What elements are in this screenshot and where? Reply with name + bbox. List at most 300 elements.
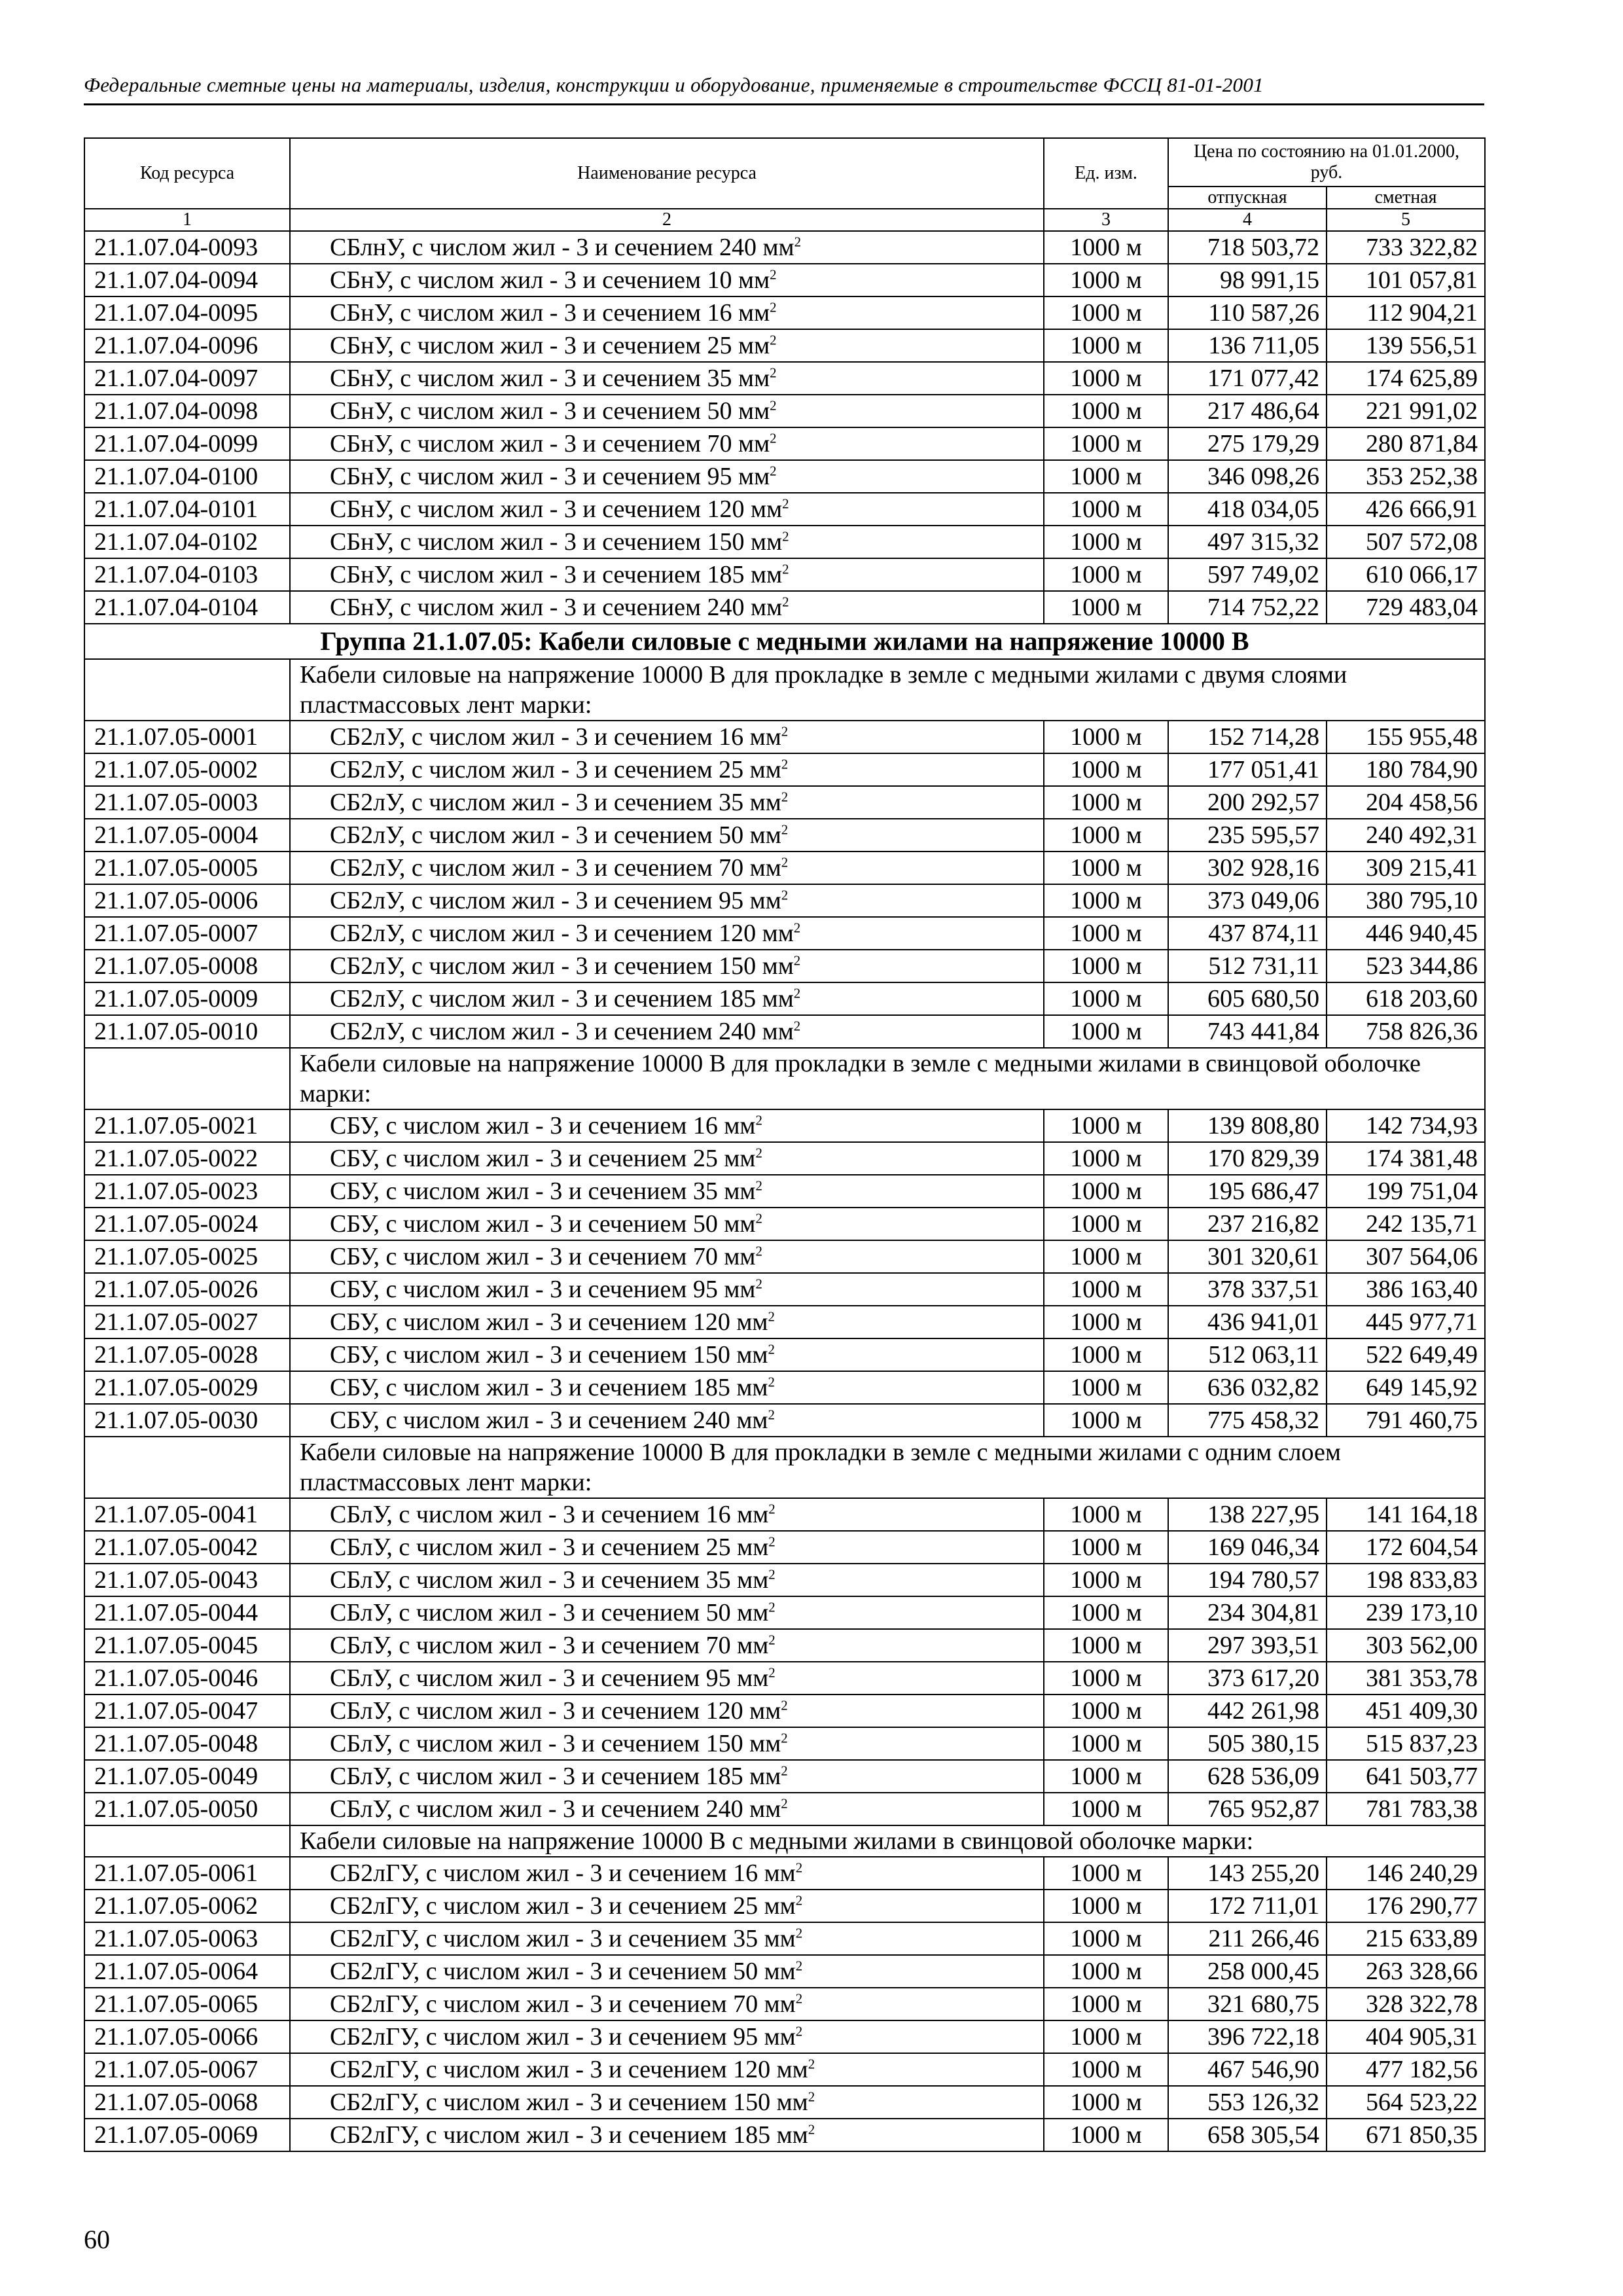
resource-name-cell: [290, 1793, 1044, 1825]
resource-code-cell: 21.1.07.04-0101: [84, 493, 290, 526]
resource-name-text: СБ2лГУ, с числом жил - 3 и сечением 25 мм: [330, 1892, 796, 1920]
table-row: [84, 1371, 1485, 1404]
resource-code-cell: 21.1.07.05-0042: [84, 1531, 290, 1564]
estimate-price-cell: 263 328,66: [1327, 1955, 1485, 1988]
unit-cell: 1000 м: [1044, 264, 1168, 296]
unit-cell: 1000 м: [1044, 2086, 1168, 2119]
resource-name-text: СБУ, с числом жил - 3 и сечением 35 мм: [330, 1177, 756, 1205]
unit-cell: 1000 м: [1044, 395, 1168, 427]
table-row: [84, 1662, 1485, 1695]
unit-superscript: 2: [768, 1407, 775, 1423]
resource-name-text: СБлУ, с числом жил - 3 и сечением 240 мм: [330, 1795, 781, 1823]
resource-code-cell: 21.1.07.05-0002: [84, 753, 290, 786]
unit-cell: 1000 м: [1044, 427, 1168, 460]
unit-superscript: 2: [781, 1763, 788, 1779]
resource-name-text: СБ2лУ, с числом жил - 3 и сечением 50 мм: [330, 821, 781, 849]
unit-cell: 1000 м: [1044, 884, 1168, 917]
unit-superscript: 2: [768, 1599, 776, 1615]
resource-name-cell: [290, 526, 1044, 558]
resource-code-cell: 21.1.07.05-0047: [84, 1695, 290, 1727]
unit-superscript: 2: [768, 1308, 775, 1325]
unit-cell: 1000 м: [1044, 1793, 1168, 1825]
estimate-price-cell: 112 904,21: [1327, 296, 1485, 329]
unit-superscript: 2: [793, 985, 801, 1001]
unit-superscript: 2: [770, 266, 777, 283]
resource-name-cell: [290, 1338, 1044, 1371]
resource-name-text: СБлУ, с числом жил - 3 и сечением 70 мм: [330, 1632, 769, 1659]
table-row: [84, 1175, 1485, 1208]
unit-superscript: 2: [755, 1177, 762, 1194]
unit-superscript: 2: [808, 2121, 815, 2138]
unit-superscript: 2: [781, 1795, 788, 1812]
table-row: [84, 1727, 1485, 1760]
table-row: [84, 526, 1485, 558]
page-header: Федеральные сметные цены на материалы, изделия, конструкции и оборудование, применяемые в строительстве ФССЦ 81-01-2001: [84, 73, 1264, 96]
table-row: [84, 1240, 1485, 1273]
unit-cell: 1000 м: [1044, 917, 1168, 950]
resource-code-cell: 21.1.07.05-0027: [84, 1306, 290, 1338]
resource-name-cell: [290, 852, 1044, 884]
unit-cell: 1000 м: [1044, 1629, 1168, 1662]
release-price-cell: 396 722,18: [1168, 2020, 1327, 2053]
release-price-cell: 234 304,81: [1168, 1596, 1327, 1629]
resource-name-cell: [290, 884, 1044, 917]
resource-name-text: СБлУ, с числом жил - 3 и сечением 150 мм: [330, 1730, 781, 1757]
resource-code-cell: 21.1.07.05-0049: [84, 1760, 290, 1793]
release-price-cell: 143 255,20: [1168, 1857, 1327, 1890]
release-price-cell: 714 752,22: [1168, 591, 1327, 624]
unit-cell: 1000 м: [1044, 1240, 1168, 1273]
table-row: [84, 2053, 1485, 2086]
resource-name-cell: [290, 2053, 1044, 2086]
unit-superscript: 2: [755, 1276, 762, 1292]
unit-superscript: 2: [770, 365, 777, 381]
unit-cell: 1000 м: [1044, 591, 1168, 624]
estimate-price-cell: 155 955,48: [1327, 721, 1485, 753]
estimate-price-cell: 649 145,92: [1327, 1371, 1485, 1404]
estimate-price-cell: 507 572,08: [1327, 526, 1485, 558]
resource-name-text: СБнУ, с числом жил - 3 и сечением 240 мм: [330, 594, 783, 621]
table-row: [84, 1988, 1485, 2020]
estimate-price-cell: 307 564,06: [1327, 1240, 1485, 1273]
table-row: [84, 591, 1485, 624]
estimate-price-cell: 176 290,77: [1327, 1890, 1485, 1922]
resource-name-cell: [290, 264, 1044, 296]
unit-superscript: 2: [808, 2056, 815, 2072]
table-row: [84, 460, 1485, 493]
table-row: [84, 493, 1485, 526]
resource-name-text: СБнУ, с числом жил - 3 и сечением 35 мм: [330, 365, 770, 392]
resource-name-cell: [290, 1371, 1044, 1404]
resource-name-text: СБУ, с числом жил - 3 и сечением 95 мм: [330, 1276, 756, 1303]
resource-code-cell: 21.1.07.05-0030: [84, 1404, 290, 1437]
resource-code-cell: 21.1.07.05-0029: [84, 1371, 290, 1404]
resource-name-cell: [290, 721, 1044, 753]
release-price-cell: 775 458,32: [1168, 1404, 1327, 1437]
resource-name-text: СБУ, с числом жил - 3 и сечением 50 мм: [330, 1210, 756, 1238]
resource-name-text: СБ2лУ, с числом жил - 3 и сечением 25 мм: [330, 756, 781, 783]
unit-cell: 1000 м: [1044, 1955, 1168, 1988]
resource-name-text: СБ2лУ, с числом жил - 3 и сечением 95 мм: [330, 887, 781, 914]
resource-code-cell: 21.1.07.05-0063: [84, 1922, 290, 1955]
estimate-price-cell: 139 556,51: [1327, 329, 1485, 362]
unit-superscript: 2: [782, 495, 789, 512]
resource-code-cell: 21.1.07.04-0103: [84, 558, 290, 591]
unit-cell: 1000 м: [1044, 1760, 1168, 1793]
col-number: 3: [1044, 209, 1168, 231]
resource-name-text: СБлУ, с числом жил - 3 и сечением 50 мм: [330, 1599, 769, 1626]
col-header-release: отпускная: [1168, 187, 1327, 209]
resource-code-cell: 21.1.07.04-0102: [84, 526, 290, 558]
resource-name-cell: [290, 296, 1044, 329]
table-row: [84, 1695, 1485, 1727]
unit-cell: 1000 м: [1044, 1498, 1168, 1531]
resource-code-cell: 21.1.07.05-0022: [84, 1142, 290, 1175]
unit-cell: 1000 м: [1044, 1273, 1168, 1306]
unit-superscript: 2: [781, 789, 789, 805]
unit-superscript: 2: [782, 594, 789, 610]
unit-superscript: 2: [770, 299, 777, 315]
table-row: [84, 1596, 1485, 1629]
unit-cell: 1000 м: [1044, 721, 1168, 753]
estimate-price-cell: 204 458,56: [1327, 786, 1485, 819]
resource-name-text: СБ2лУ, с числом жил - 3 и сечением 35 мм: [330, 789, 781, 816]
release-price-cell: 237 216,82: [1168, 1208, 1327, 1240]
resource-code-cell: 21.1.07.05-0025: [84, 1240, 290, 1273]
unit-superscript: 2: [781, 854, 789, 870]
resource-name-cell: [290, 1955, 1044, 1988]
release-price-cell: 195 686,47: [1168, 1175, 1327, 1208]
group-title: Группа 21.1.07.05: Кабели силовые с медными жилами на напряжение 10000 В: [84, 624, 1485, 659]
unit-cell: 1000 м: [1044, 2119, 1168, 2151]
table-row: [84, 1857, 1485, 1890]
estimate-price-cell: 199 751,04: [1327, 1175, 1485, 1208]
estimate-price-cell: 380 795,10: [1327, 884, 1485, 917]
estimate-price-cell: 451 409,30: [1327, 1695, 1485, 1727]
table-row: [84, 721, 1485, 753]
release-price-cell: 302 928,16: [1168, 852, 1327, 884]
resource-code-cell: 21.1.07.05-0024: [84, 1208, 290, 1240]
estimate-price-cell: 610 066,17: [1327, 558, 1485, 591]
unit-cell: 1000 м: [1044, 2020, 1168, 2053]
unit-cell: 1000 м: [1044, 1371, 1168, 1404]
unit-cell: 1000 м: [1044, 493, 1168, 526]
unit-cell: 1000 м: [1044, 1890, 1168, 1922]
resource-name-cell: [290, 1498, 1044, 1531]
resource-code-cell: 21.1.07.05-0010: [84, 1015, 290, 1048]
unit-cell: 1000 м: [1044, 950, 1168, 982]
table-row: [84, 558, 1485, 591]
unit-superscript: 2: [755, 1145, 762, 1161]
release-price-cell: 437 874,11: [1168, 917, 1327, 950]
unit-superscript: 2: [755, 1210, 762, 1227]
resource-name-text: СБлУ, с числом жил - 3 и сечением 120 мм: [330, 1697, 781, 1725]
release-price-cell: 658 305,54: [1168, 2119, 1327, 2151]
resource-name-cell: [290, 2086, 1044, 2119]
unit-superscript: 2: [795, 2023, 803, 2039]
col-number: 2: [290, 209, 1044, 231]
unit-superscript: 2: [795, 1859, 803, 1876]
subgroup-code-cell: [84, 1437, 290, 1498]
resource-code-cell: 21.1.07.05-0064: [84, 1955, 290, 1988]
resource-name-cell: [290, 1531, 1044, 1564]
resource-name-cell: [290, 395, 1044, 427]
table-row: [84, 231, 1485, 264]
release-price-cell: 467 546,90: [1168, 2053, 1327, 2086]
release-price-cell: 301 320,61: [1168, 1240, 1327, 1273]
release-price-cell: 436 941,01: [1168, 1306, 1327, 1338]
unit-cell: 1000 м: [1044, 1922, 1168, 1955]
release-price-cell: 152 714,28: [1168, 721, 1327, 753]
resource-code-cell: 21.1.07.05-0043: [84, 1564, 290, 1596]
subgroup-description: Кабели силовые на напряжение 10000 В с медными жилами в свинцовой оболочке марки:: [290, 1825, 1485, 1857]
release-price-cell: 177 051,41: [1168, 753, 1327, 786]
unit-cell: 1000 м: [1044, 1015, 1168, 1048]
resource-code-cell: 21.1.07.05-0021: [84, 1109, 290, 1142]
resource-code-cell: 21.1.07.05-0044: [84, 1596, 290, 1629]
release-price-cell: 718 503,72: [1168, 231, 1327, 264]
table-row: [84, 1498, 1485, 1531]
estimate-price-cell: 146 240,29: [1327, 1857, 1485, 1890]
table-body: [84, 231, 1485, 2151]
resource-code-cell: 21.1.07.04-0095: [84, 296, 290, 329]
resource-code-cell: 21.1.07.04-0100: [84, 460, 290, 493]
subgroup-row: [84, 659, 1485, 721]
unit-cell: 1000 м: [1044, 1338, 1168, 1371]
unit-superscript: 2: [795, 1958, 803, 1974]
resource-name-cell: [290, 1857, 1044, 1890]
release-price-cell: 169 046,34: [1168, 1531, 1327, 1564]
subgroup-description: Кабели силовые на напряжение 10000 В для прокладки в земле с медными жилами в свинцовой оболочке марки:: [290, 1048, 1485, 1109]
col-header-name: Наименование ресурса: [290, 138, 1044, 209]
subgroup-row: [84, 1048, 1485, 1109]
resource-code-cell: 21.1.07.05-0006: [84, 884, 290, 917]
resource-name-cell: [290, 982, 1044, 1015]
unit-superscript: 2: [781, 887, 789, 903]
unit-cell: 1000 м: [1044, 786, 1168, 819]
estimate-price-cell: 564 523,22: [1327, 2086, 1485, 2119]
resource-name-text: СБнУ, с числом жил - 3 и сечением 120 мм: [330, 495, 783, 523]
unit-cell: 1000 м: [1044, 1142, 1168, 1175]
resource-name-cell: [290, 1142, 1044, 1175]
resource-name-text: СБлУ, с числом жил - 3 и сечением 16 мм: [330, 1501, 769, 1528]
unit-cell: 1000 м: [1044, 526, 1168, 558]
estimate-price-cell: 758 826,36: [1327, 1015, 1485, 1048]
unit-cell: 1000 м: [1044, 1596, 1168, 1629]
resource-code-cell: 21.1.07.05-0041: [84, 1498, 290, 1531]
price-table: [84, 137, 1486, 2152]
unit-superscript: 2: [768, 1632, 776, 1648]
resource-name-text: СБУ, с числом жил - 3 и сечением 150 мм: [330, 1341, 768, 1369]
resource-name-cell: [290, 1596, 1044, 1629]
unit-cell: 1000 м: [1044, 1988, 1168, 2020]
resource-code-cell: 21.1.07.04-0098: [84, 395, 290, 427]
resource-name-text: СБнУ, с числом жил - 3 и сечением 150 мм: [330, 528, 783, 556]
resource-name-text: СБ2лУ, с числом жил - 3 и сечением 120 мм: [330, 920, 794, 947]
table-row: [84, 852, 1485, 884]
table-row: [84, 1109, 1485, 1142]
release-price-cell: 136 711,05: [1168, 329, 1327, 362]
unit-superscript: 2: [768, 1534, 776, 1550]
resource-name-cell: [290, 1695, 1044, 1727]
resource-name-text: СБ2лУ, с числом жил - 3 и сечением 70 мм: [330, 854, 781, 882]
estimate-price-cell: 101 057,81: [1327, 264, 1485, 296]
resource-code-cell: 21.1.07.05-0067: [84, 2053, 290, 2086]
resource-code-cell: 21.1.07.04-0096: [84, 329, 290, 362]
unit-superscript: 2: [781, 821, 789, 838]
resource-name-cell: [290, 950, 1044, 982]
resource-code-cell: 21.1.07.05-0004: [84, 819, 290, 852]
resource-code-cell: 21.1.07.04-0104: [84, 591, 290, 624]
unit-cell: 1000 м: [1044, 1531, 1168, 1564]
estimate-price-cell: 242 135,71: [1327, 1208, 1485, 1240]
release-price-cell: 275 179,29: [1168, 427, 1327, 460]
resource-name-text: СБ2лГУ, с числом жил - 3 и сечением 50 мм: [330, 1958, 796, 1985]
estimate-price-cell: 729 483,04: [1327, 591, 1485, 624]
resource-name-cell: [290, 1240, 1044, 1273]
estimate-price-cell: 142 734,93: [1327, 1109, 1485, 1142]
resource-name-cell: [290, 2020, 1044, 2053]
unit-cell: 1000 м: [1044, 460, 1168, 493]
release-price-cell: 497 315,32: [1168, 526, 1327, 558]
resource-name-text: СБУ, с числом жил - 3 и сечением 70 мм: [330, 1243, 756, 1270]
resource-code-cell: 21.1.07.04-0099: [84, 427, 290, 460]
release-price-cell: 512 731,11: [1168, 950, 1327, 982]
resource-name-cell: [290, 1988, 1044, 2020]
resource-name-text: СБ2лГУ, с числом жил - 3 и сечением 16 мм: [330, 1859, 796, 1887]
table-row: [84, 884, 1485, 917]
resource-code-cell: 21.1.07.05-0008: [84, 950, 290, 982]
estimate-price-cell: 303 562,00: [1327, 1629, 1485, 1662]
estimate-price-cell: 515 837,23: [1327, 1727, 1485, 1760]
resource-name-text: СБлУ, с числом жил - 3 и сечением 95 мм: [330, 1664, 769, 1692]
header-rule: [84, 103, 1484, 105]
resource-name-cell: [290, 753, 1044, 786]
release-price-cell: 200 292,57: [1168, 786, 1327, 819]
release-price-cell: 418 034,05: [1168, 493, 1327, 526]
table-row: [84, 2020, 1485, 2053]
release-price-cell: 138 227,95: [1168, 1498, 1327, 1531]
resource-name-text: СБнУ, с числом жил - 3 и сечением 185 мм: [330, 561, 783, 588]
estimate-price-cell: 180 784,90: [1327, 753, 1485, 786]
release-price-cell: 373 049,06: [1168, 884, 1327, 917]
resource-name-cell: [290, 460, 1044, 493]
resource-name-cell: [290, 558, 1044, 591]
resource-name-text: СБлУ, с числом жил - 3 и сечением 25 мм: [330, 1534, 769, 1561]
release-price-cell: 98 991,15: [1168, 264, 1327, 296]
unit-superscript: 2: [795, 1892, 803, 1909]
release-price-cell: 194 780,57: [1168, 1564, 1327, 1596]
resource-name-text: СБнУ, с числом жил - 3 и сечением 10 мм: [330, 266, 770, 294]
resource-name-text: СБлУ, с числом жил - 3 и сечением 185 мм: [330, 1763, 781, 1790]
resource-name-text: СБ2лГУ, с числом жил - 3 и сечением 185 мм: [330, 2121, 808, 2149]
estimate-price-cell: 353 252,38: [1327, 460, 1485, 493]
resource-name-text: СБнУ, с числом жил - 3 и сечением 95 мм: [330, 463, 770, 490]
resource-name-cell: [290, 329, 1044, 362]
resource-code-cell: 21.1.07.05-0068: [84, 2086, 290, 2119]
resource-name-cell: [290, 591, 1044, 624]
table-row: [84, 1338, 1485, 1371]
resource-name-text: СБУ, с числом жил - 3 и сечением 185 мм: [330, 1374, 768, 1401]
unit-cell: 1000 м: [1044, 1564, 1168, 1596]
unit-superscript: 2: [793, 1018, 801, 1034]
resource-name-cell: [290, 1662, 1044, 1695]
resource-name-text: СБУ, с числом жил - 3 и сечением 120 мм: [330, 1308, 768, 1336]
resource-name-text: СБ2лГУ, с числом жил - 3 и сечением 35 мм: [330, 1925, 796, 1952]
estimate-price-cell: 477 182,56: [1327, 2053, 1485, 2086]
estimate-price-cell: 309 215,41: [1327, 852, 1485, 884]
resource-code-cell: 21.1.07.05-0028: [84, 1338, 290, 1371]
resource-name-cell: [290, 362, 1044, 395]
resource-name-cell: [290, 1404, 1044, 1437]
unit-superscript: 2: [795, 1925, 803, 1941]
group-row: [84, 624, 1485, 659]
table-row: [84, 427, 1485, 460]
release-price-cell: 171 077,42: [1168, 362, 1327, 395]
resource-name-cell: [290, 1890, 1044, 1922]
unit-cell: 1000 м: [1044, 231, 1168, 264]
unit-cell: 1000 м: [1044, 1404, 1168, 1437]
unit-cell: 1000 м: [1044, 1109, 1168, 1142]
estimate-price-cell: 381 353,78: [1327, 1662, 1485, 1695]
unit-cell: 1000 м: [1044, 1175, 1168, 1208]
table-row: [84, 296, 1485, 329]
estimate-price-cell: 445 977,71: [1327, 1306, 1485, 1338]
table-row: [84, 1922, 1485, 1955]
unit-cell: 1000 м: [1044, 852, 1168, 884]
unit-superscript: 2: [781, 723, 789, 740]
estimate-price-cell: 522 649,49: [1327, 1338, 1485, 1371]
table-row: [84, 1760, 1485, 1793]
table-row: [84, 1404, 1485, 1437]
table-row: [84, 917, 1485, 950]
resource-code-cell: 21.1.07.04-0097: [84, 362, 290, 395]
table-row: [84, 1564, 1485, 1596]
release-price-cell: 321 680,75: [1168, 1988, 1327, 2020]
col-number: 1: [84, 209, 290, 231]
release-price-cell: 765 952,87: [1168, 1793, 1327, 1825]
resource-name-cell: [290, 493, 1044, 526]
estimate-price-cell: 781 783,38: [1327, 1793, 1485, 1825]
resource-code-cell: 21.1.07.05-0048: [84, 1727, 290, 1760]
table-row: [84, 362, 1485, 395]
table-row: [84, 1955, 1485, 1988]
estimate-price-cell: 174 381,48: [1327, 1142, 1485, 1175]
resource-name-cell: [290, 427, 1044, 460]
resource-name-text: СБ2лГУ, с числом жил - 3 и сечением 70 мм: [330, 1990, 796, 2018]
unit-cell: 1000 м: [1044, 329, 1168, 362]
estimate-price-cell: 328 322,78: [1327, 1988, 1485, 2020]
unit-cell: 1000 м: [1044, 819, 1168, 852]
resource-name-text: СБнУ, с числом жил - 3 и сечением 50 мм: [330, 397, 770, 425]
table-row: [84, 753, 1485, 786]
resource-name-text: СБУ, с числом жил - 3 и сечением 25 мм: [330, 1145, 756, 1172]
unit-superscript: 2: [755, 1112, 762, 1128]
subgroup-row: [84, 1437, 1485, 1498]
table-row: [84, 1793, 1485, 1825]
resource-name-text: СБнУ, с числом жил - 3 и сечением 70 мм: [330, 430, 770, 457]
table-row: [84, 819, 1485, 852]
resource-name-cell: [290, 1306, 1044, 1338]
unit-superscript: 2: [794, 234, 802, 250]
resource-name-cell: [290, 1109, 1044, 1142]
resource-name-cell: [290, 1727, 1044, 1760]
estimate-price-cell: 386 163,40: [1327, 1273, 1485, 1306]
resource-name-text: СБ2лУ, с числом жил - 3 и сечением 16 мм: [330, 723, 781, 751]
release-price-cell: 553 126,32: [1168, 2086, 1327, 2119]
unit-superscript: 2: [768, 1501, 776, 1517]
resource-name-cell: [290, 1629, 1044, 1662]
